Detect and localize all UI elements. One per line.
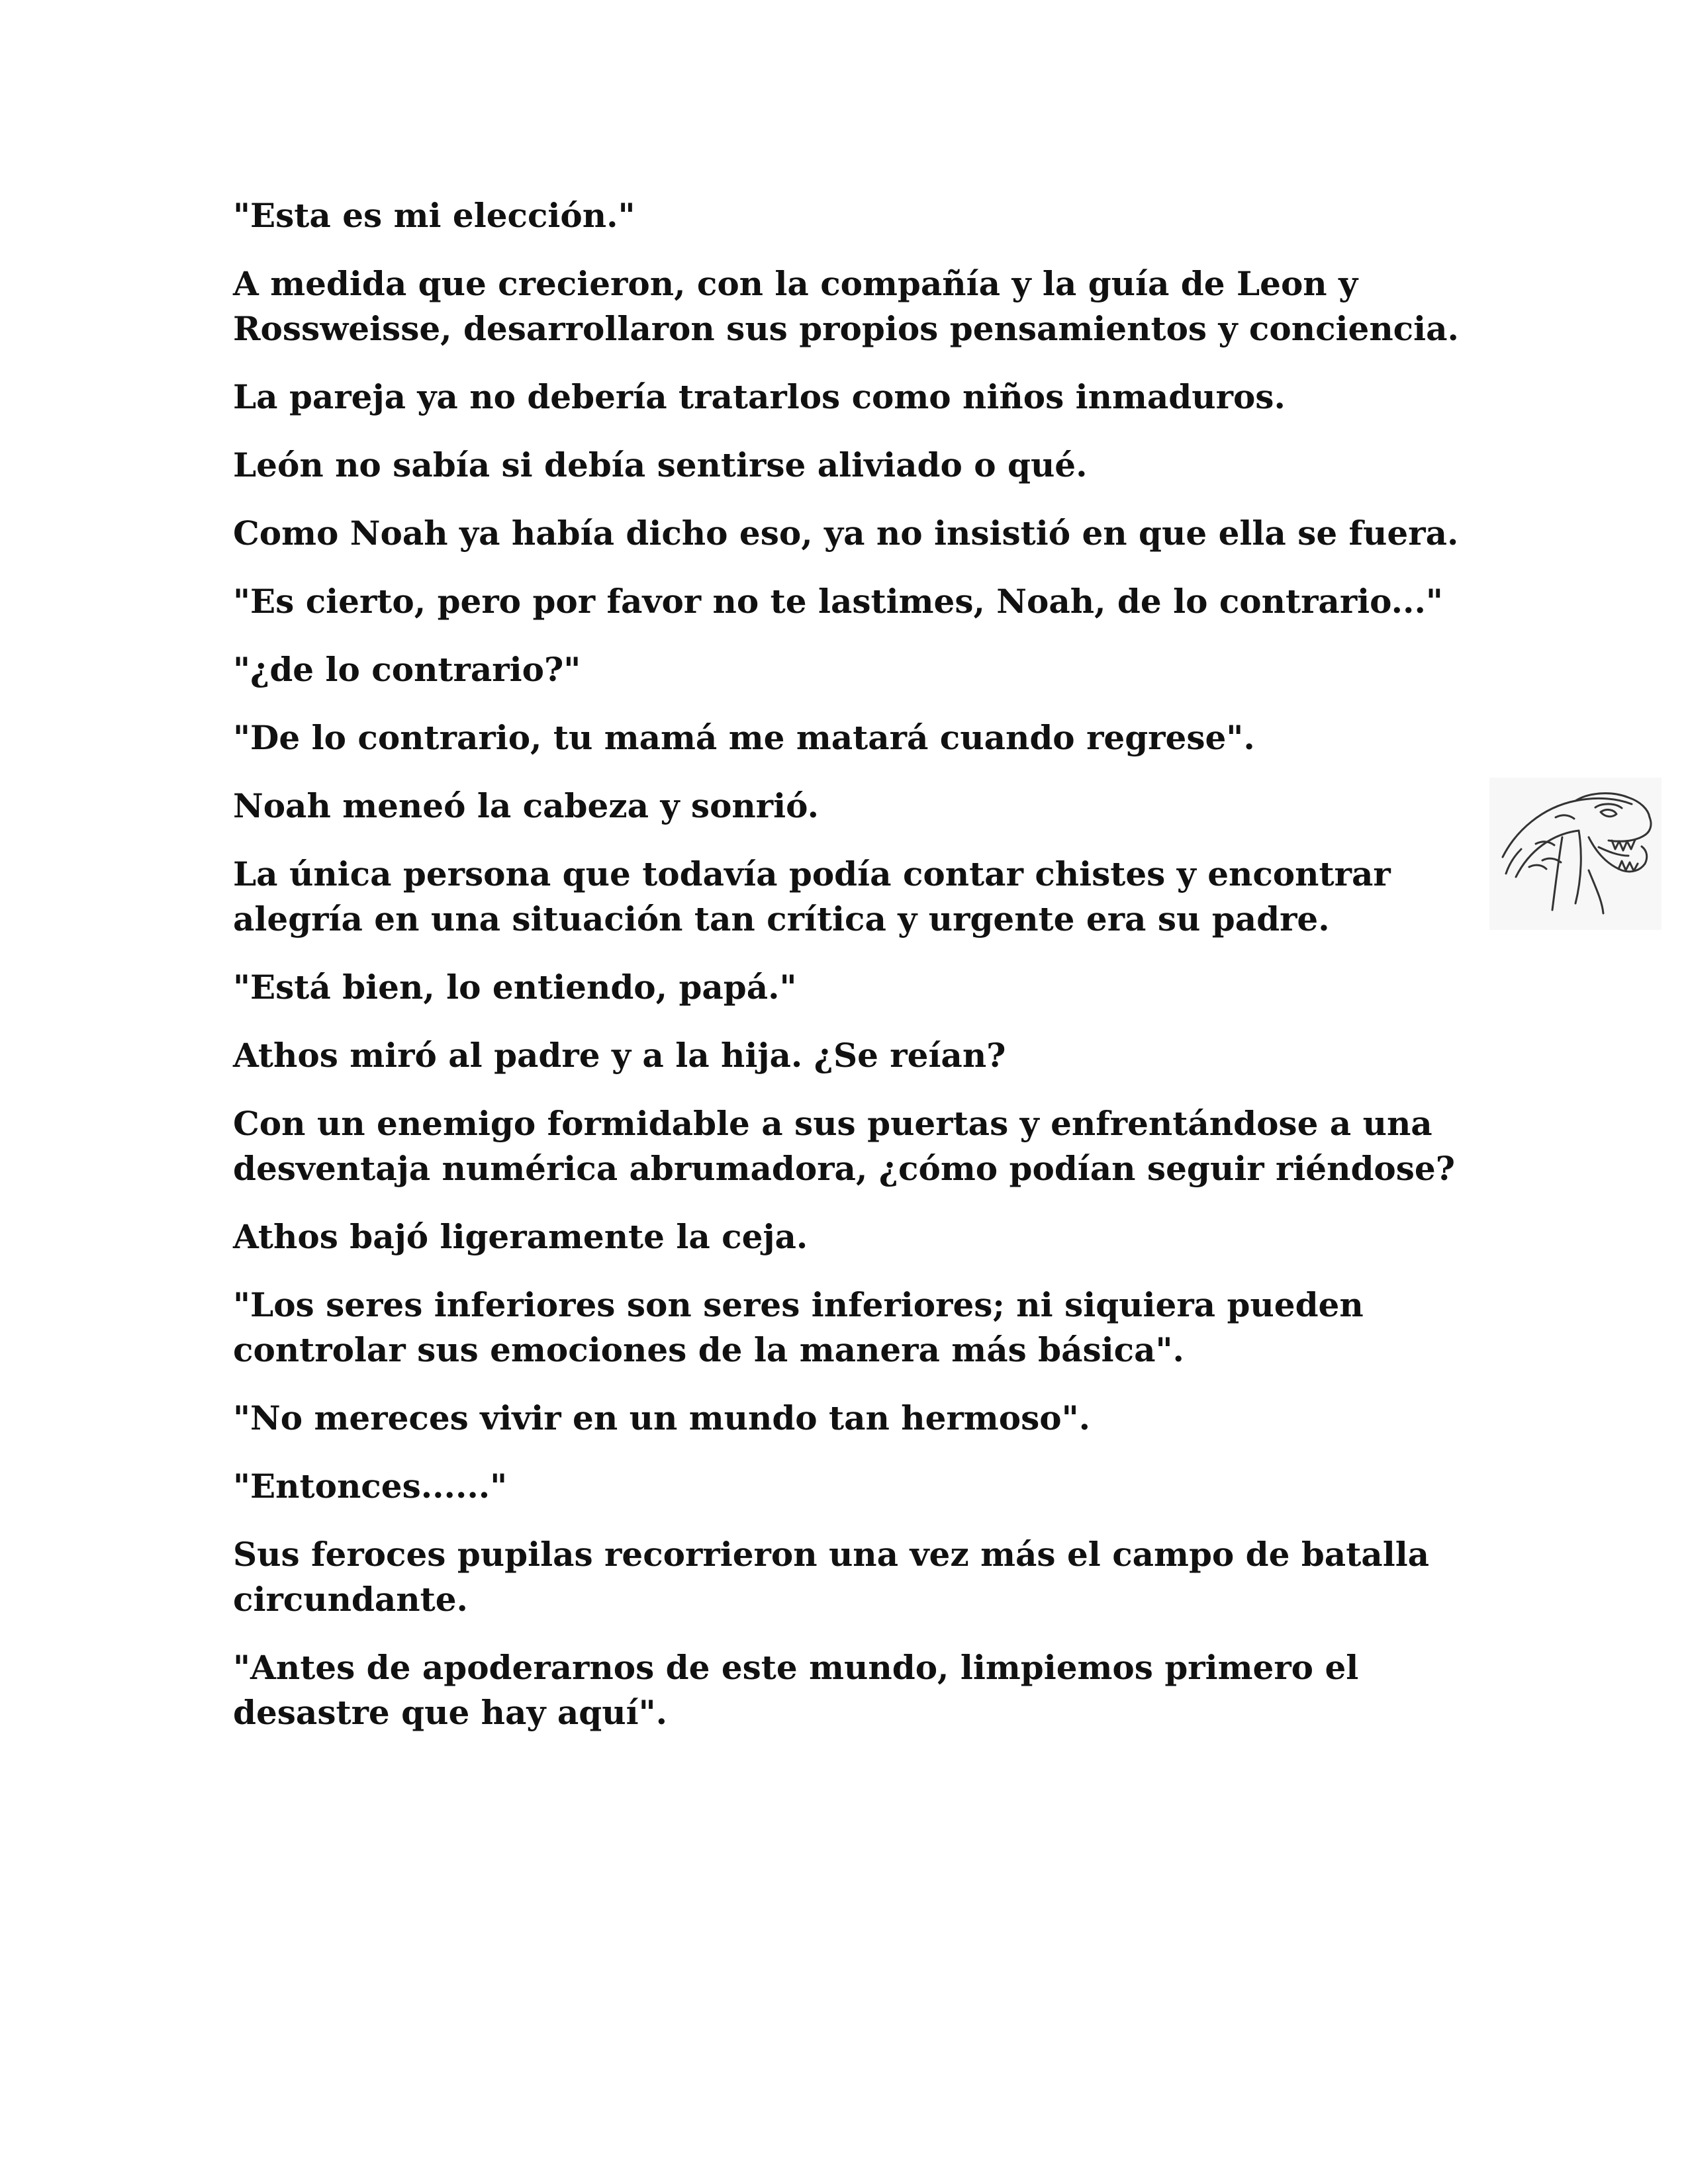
paragraph: Noah meneó la cabeza y sonrió. xyxy=(233,786,819,825)
paragraph: Como Noah ya había dicho eso, ya no insistió en que ella se fuera. xyxy=(233,514,1459,553)
paragraph: "No mereces vivir en un mundo tan hermoso". xyxy=(233,1398,1091,1437)
paragraph: Sus feroces pupilas recorrieron una vez más el campo de batalla circundante. xyxy=(233,1535,1430,1619)
paragraph: Con un enemigo formidable a sus puertas y enfrentándose a una desventaja numérica abrumadora, ¿cómo podían seguir riéndose? xyxy=(233,1104,1456,1188)
paragraph: "Antes de apoderarnos de este mundo, limpiemos primero el desastre que hay aquí". xyxy=(233,1648,1359,1732)
paragraph: León no sabía si debía sentirse aliviado o qué. xyxy=(233,445,1088,484)
paragraph: Athos miró al padre y a la hija. ¿Se reían? xyxy=(233,1036,1006,1075)
paragraph: La única persona que todavía podía contar chistes y encontrar alegría en una situación tan crítica y urgente era su padre. xyxy=(233,854,1391,938)
paragraph: "Esta es mi elección." xyxy=(233,196,635,235)
dinosaur-head-icon xyxy=(1489,778,1662,930)
paragraph: A medida que crecieron, con la compañía y la guía de Leon y Rossweisse, desarrollaron sus propios pensamientos y conciencia. xyxy=(233,264,1459,348)
paragraph: Athos bajó ligeramente la ceja. xyxy=(233,1217,808,1256)
paragraph: "De lo contrario, tu mamá me matará cuando regrese". xyxy=(233,718,1255,757)
text-body xyxy=(233,193,1464,1758)
paragraph: "Es cierto, pero por favor no te lastimes, Noah, de lo contrario..." xyxy=(233,582,1443,621)
paragraph: "Los seres inferiores son seres inferiores; ni siquiera pueden controlar sus emociones de la manera más básica". xyxy=(233,1285,1364,1369)
paragraph: "Entonces......" xyxy=(233,1467,508,1506)
paragraph: "Está bien, lo entiendo, papá." xyxy=(233,968,797,1007)
paragraph: "¿de lo contrario?" xyxy=(233,650,581,689)
paragraph: La pareja ya no debería tratarlos como niños inmaduros. xyxy=(233,377,1286,416)
